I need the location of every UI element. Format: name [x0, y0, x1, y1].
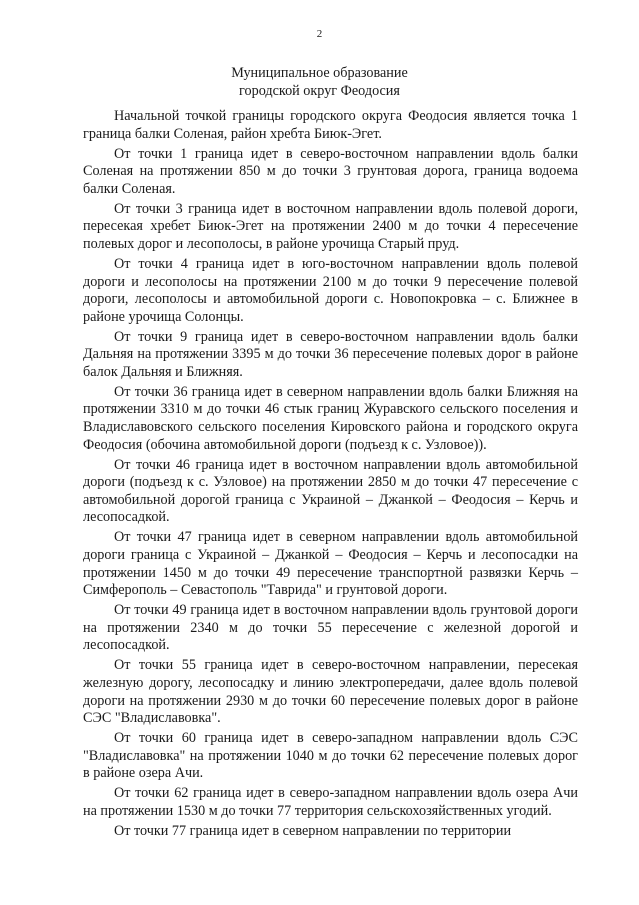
paragraph: От точки 4 граница идет в юго-восточном направлении вдоль полевой дороги и лесополосы на протяжении 2100 м до точки 9 пересечение полевой дороги, лесополосы и автомобильной дороги с. Новопокровка – с. Ближнее в районе урочища Солонцы. — [83, 255, 578, 325]
document-header — [0, 64, 639, 100]
paragraph: От точки 49 граница идет в восточном направлении вдоль грунтовой дороги на протяжении 2340 м до точки 55 пересечение с железной дорогой и лесопосадкой. — [83, 602, 578, 654]
paragraph: От точки 55 граница идет в северо-восточном направлении, пересекая железную дорогу, лесопосадку и линию электропередачи, далее вдоль полевой дороги на протяжении 2930 м до точки 60 пересечение полевых дорог в районе СЭС "Владиславовка". — [83, 657, 578, 727]
paragraph: От точки 47 граница идет в северном направлении вдоль автомобильной дороги граница с Украиной – Джанкой – Феодосия – Керчь и лесопосадки на протяжении 1450 м до точки 49 пересечение транспортной развязки Керчь – Симферополь – Севастополь "Таврида" и грунтовой дороги. — [83, 529, 578, 599]
paragraph: От точки 1 граница идет в северо-восточном направлении вдоль балки Соленая на протяжении 850 м до точки 3 грунтовая дорога, граница водоема балки Соленая. — [83, 145, 578, 197]
paragraph: От точки 62 граница идет в северо-западном направлении вдоль озера Ачи на протяжении 1530 м до точки 77 территория сельскохозяйственных угодий. — [83, 785, 578, 819]
paragraph: От точки 46 граница идет в восточном направлении вдоль автомобильной дороги (подъезд к с. Узловое) на протяжении 2850 м до точки 47 пересечение с автомобильной дорогой граница с Украиной – Джанкой – Феодосия – Керчь и лесопосадкой. — [83, 456, 578, 526]
paragraph: От точки 3 граница идет в восточном направлении вдоль полевой дороги, пересекая хребет Биюк-Эгет на протяжении 2400 м до точки 4 пересечение полевых дорог и лесополосы, в районе урочища Старый пруд. — [83, 200, 578, 252]
header-line-2: городской округ Феодосия — [239, 83, 400, 99]
paragraph: От точки 36 граница идет в северном направлении вдоль балки Ближняя на протяжении 3310 м до точки 46 стык границ Журавского сельского поселения и Владиславовского сельского поселения Кировского района и городского округа Феодосия (обочина автомобильной дороги (подъезд к с. Узловое)). — [83, 383, 578, 453]
page-number: 2 — [316, 28, 323, 40]
paragraph: От точки 60 граница идет в северо-западном направлении вдоль СЭС "Владиславовка" на протяжении 1040 м до точки 62 пересечение полевых дорог в районе озера Ачи. — [83, 730, 578, 782]
paragraph: От точки 77 граница идет в северном направлении по территории — [114, 822, 512, 839]
paragraph: От точки 9 граница идет в северо-восточном направлении вдоль балки Дальняя на протяжении 3395 м до точки 36 пересечение полевых дорог в районе балок Дальняя и Ближняя. — [83, 328, 578, 380]
header-line-1: Муниципальное образование — [231, 65, 408, 81]
document-body — [83, 108, 578, 843]
paragraph: Начальной точкой границы городского округа Феодосия является точка 1 граница балки Соленая, район хребта Биюк-Эгет. — [83, 108, 578, 142]
